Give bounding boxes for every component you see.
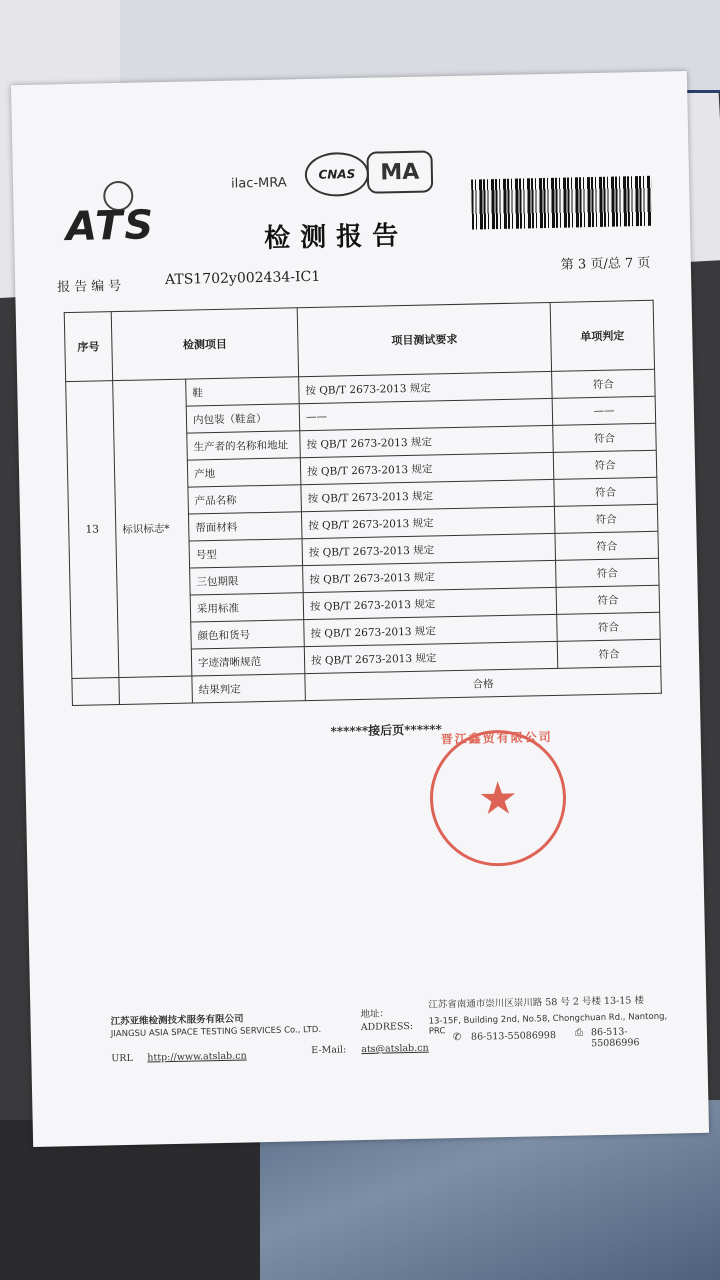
page-title: 检测报告	[263, 220, 409, 254]
header-requirement: 项目测试要求	[297, 302, 551, 376]
requirement: 按 QB/T 2673-2013 规定	[300, 425, 554, 457]
sub-item: 号型	[189, 539, 303, 568]
sub-item: 字迹清晰规范	[191, 647, 305, 676]
verdict: 符合	[556, 558, 660, 587]
verdict: 符合	[553, 450, 657, 479]
phone-number: 86-513-55086998	[470, 1029, 557, 1043]
fax-number: 86-513-55086996	[590, 1026, 640, 1050]
address-label-cn: 地址：	[360, 1008, 390, 1021]
requirement: 按 QB/T 2673-2013 规定	[301, 506, 555, 538]
requirement: 按 QB/T 2673-2013 规定	[303, 560, 557, 592]
phone-icon: ✆	[452, 1031, 462, 1044]
company-name-cn: 江苏亚维检测技术服务有限公司	[110, 1013, 244, 1028]
verdict: 符合	[552, 369, 656, 398]
page-indicator: 第 3 页/总 7 页	[560, 255, 651, 273]
url-link[interactable]: http://www.atslab.cn	[147, 1050, 247, 1064]
company-name-en: JIANGSU ASIA SPACE TESTING SERVICES Co., LTD.	[110, 1024, 322, 1040]
barcode-icon	[471, 176, 652, 230]
requirement: 按 QB/T 2673-2013 规定	[304, 641, 558, 673]
sub-item: 内包装（鞋盒）	[186, 404, 300, 433]
star-icon: ★	[479, 774, 517, 823]
group-item: 标识标志*	[113, 379, 192, 677]
address-label-en: ADDRESS:	[360, 1020, 414, 1034]
report-number: ATS1702y002434-IC1	[164, 268, 321, 289]
stamp-text: 晋江鑫贸有限公司	[440, 729, 553, 747]
results-table	[64, 300, 662, 706]
table-header-row	[64, 300, 654, 381]
group-number: 13	[66, 381, 119, 679]
sub-item: 帮面材料	[188, 512, 302, 541]
requirement: 按 QB/T 2673-2013 规定	[303, 587, 557, 619]
company-stamp	[429, 729, 568, 868]
ats-logo: ATS	[65, 202, 156, 251]
ma-logo: MA	[366, 150, 433, 193]
requirement: 按 QB/T 2673-2013 规定	[304, 614, 558, 646]
verdict: 符合	[553, 423, 657, 452]
continuation-text: ******接后页******	[330, 722, 442, 739]
verdict: 符合	[556, 585, 660, 614]
ilac-logo: ilac-MRA	[230, 175, 287, 192]
sub-item: 产地	[187, 458, 301, 487]
result-empty-2	[119, 676, 193, 705]
address-en: 13-15F, Building 2nd, No.58, Chongchuan Rd., Nantong, PRC	[428, 1011, 668, 1037]
verdict: 符合	[554, 477, 658, 506]
footer	[110, 995, 670, 1065]
url-label: URL	[111, 1052, 133, 1065]
header-item: 检测项目	[111, 308, 298, 381]
email-link[interactable]: ats@atslab.cn	[361, 1042, 429, 1056]
address-cn: 江苏省南通市崇川区崇川路 58 号 2 号楼 13-15 楼	[428, 995, 645, 1011]
sub-item: 生产者的名称和地址	[187, 431, 301, 460]
requirement: 按 QB/T 2673-2013 规定	[300, 452, 554, 484]
verdict: 符合	[555, 531, 659, 560]
report-number-label: 报告编号	[57, 278, 126, 296]
verdict: ——	[552, 396, 656, 425]
result-empty-1	[72, 678, 120, 706]
header-no: 序号	[64, 312, 112, 382]
cnas-logo: CNAS	[304, 152, 369, 197]
sub-item: 颜色和货号	[191, 620, 305, 649]
requirement: ——	[299, 398, 553, 430]
requirement: 按 QB/T 2673-2013 规定	[301, 479, 555, 511]
result-label: 结果判定	[192, 674, 306, 703]
result-value: 合格	[305, 666, 661, 700]
requirement: 按 QB/T 2673-2013 规定	[299, 371, 553, 403]
email-label: E-Mail:	[311, 1044, 347, 1057]
report-sheet	[11, 71, 709, 1147]
sub-item: 采用标准	[190, 593, 304, 622]
verdict: 符合	[557, 639, 661, 668]
requirement: 按 QB/T 2673-2013 规定	[302, 533, 556, 565]
header-verdict: 单项判定	[550, 300, 654, 371]
sub-item: 产品名称	[188, 485, 302, 514]
verdict: 符合	[557, 612, 661, 641]
fax-icon: ⎙	[574, 1027, 584, 1039]
sub-item: 鞋	[186, 377, 300, 406]
verdict: 符合	[554, 504, 658, 533]
sub-item: 三包期限	[190, 566, 304, 595]
